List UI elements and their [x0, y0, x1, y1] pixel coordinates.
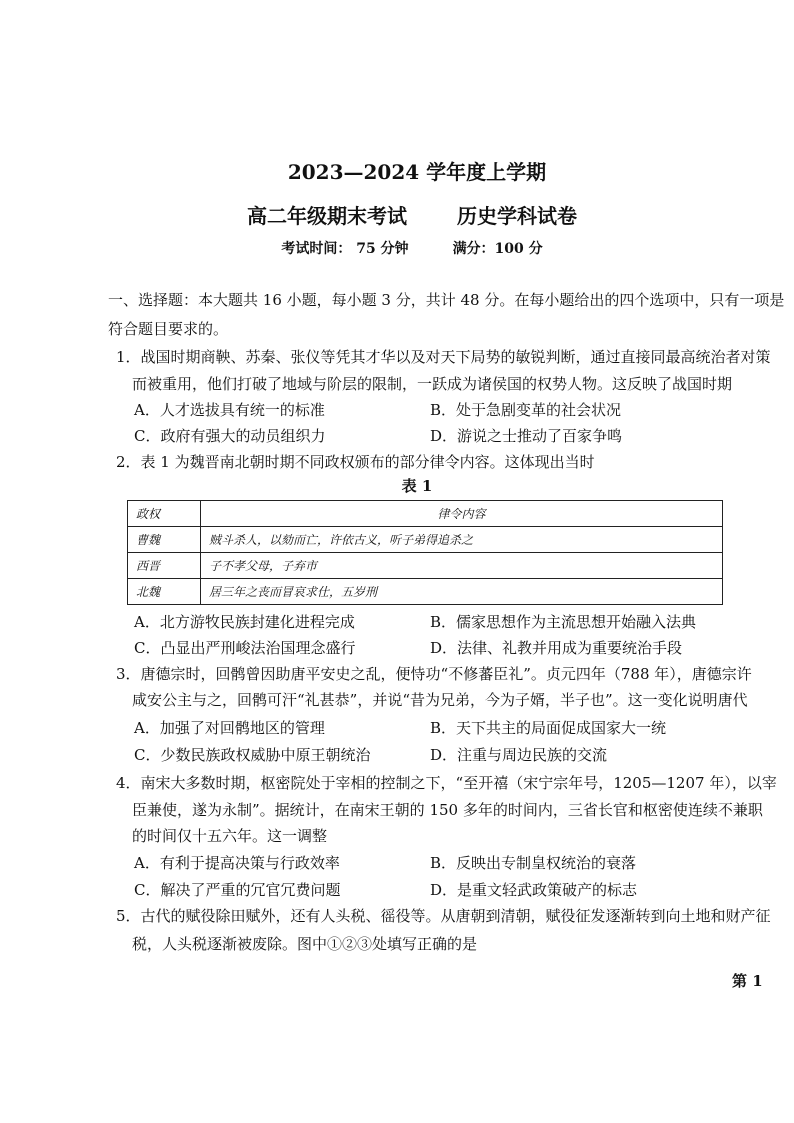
- law-table: [127, 500, 723, 605]
- q4-stem-line3: 的时间仅十五六年。这一调整: [132, 827, 328, 845]
- q4-option-d: D．是重文轻武政策破产的标志: [430, 881, 638, 899]
- q1-option-b: B．处于急剧变革的社会状况: [430, 401, 622, 419]
- table-row: [128, 553, 723, 579]
- q3-option-a: A．加强了对回鹘地区的管理: [134, 719, 325, 737]
- section-instruction-line2: 符合题目要求的。: [108, 320, 229, 338]
- q3-option-d: D．注重与周边民族的交流: [430, 746, 608, 764]
- q2-option-d: D．法律、礼教并用成为重要统治手段: [430, 639, 683, 657]
- table-cell-content: 居三年之丧而冒哀求仕，五岁刑: [201, 579, 723, 605]
- table-header-content: 律令内容: [201, 501, 723, 527]
- q1-stem-line1: 1．战国时期商鞅、苏秦、张仪等凭其才华以及对天下局势的敏锐判断，通过直接同最高统治者对策: [116, 348, 771, 366]
- q3-stem-line1: 3．唐德宗时，回鹘曾因助唐平安史之乱，便恃功“不修蕃臣礼”。贞元四年（788 年），唐德宗许: [116, 665, 752, 683]
- table-cell-regime: 北魏: [128, 579, 201, 605]
- table-cell-regime: 西晋: [128, 553, 201, 579]
- exam-time: 考试时间： 75 分钟: [281, 241, 409, 257]
- exam-year-title: 2023—2024 学年度上学期: [287, 160, 547, 184]
- table-cell-content: 子不孝父母，子弃市: [201, 553, 723, 579]
- q4-option-c: C．解决了严重的冗官冗费问题: [134, 881, 341, 899]
- table-cell-content: 贼斗杀人，以劾而亡，许依古义，听子弟得追杀之: [201, 527, 723, 553]
- q2-option-b: B．儒家思想作为主流思想开始融入法典: [430, 613, 697, 631]
- q5-stem-line2: 税，人头税逐渐被废除。图中①②③处填写正确的是: [132, 935, 478, 953]
- exam-info: [0, 238, 794, 258]
- table-header-row: [128, 501, 723, 527]
- q4-stem-line2: 臣兼使，遂为永制”。据统计，在南宋王朝的 150 多年的时间内，三省长官和枢密使连续不兼职: [132, 801, 763, 819]
- table-cell-regime: 曹魏: [128, 527, 201, 553]
- exam-title: [0, 200, 794, 229]
- q4-option-a: A．有利于提高决策与行政效率: [134, 854, 340, 872]
- table-row: [128, 579, 723, 605]
- section-instruction-line1: 一、选择题：本大题共 16 小题，每小题 3 分，共计 48 分。在每小题给出的四个选项中，只有一项是: [108, 291, 785, 309]
- table-caption: 表 1: [401, 477, 433, 495]
- q2-option-c: C．凸显出严刑峻法治国理念盛行: [134, 639, 356, 657]
- q1-stem-line2: 而被重用，他们打破了地域与阶层的限制，一跃成为诸侯国的权势人物。这反映了战国时期: [132, 375, 733, 393]
- q4-stem-line1: 4．南宋大多数时期，枢密院处于宰相的控制之下，“至开禧（宋宁宗年号，1205—1207 年），以宰: [116, 774, 777, 792]
- q3-option-c: C．少数民族政权威胁中原王朝统治: [134, 746, 371, 764]
- exam-subject: 历史学科试卷: [457, 204, 577, 228]
- table-row: [128, 527, 723, 553]
- q3-stem-line2: 咸安公主与之，回鹘可汗“礼甚恭”，并说“昔为兄弟，今为子婿，半子也”。这一变化说明唐代: [132, 691, 748, 709]
- q5-stem-line1: 5．古代的赋役除田赋外，还有人头税、徭役等。从唐朝到清朝，赋役征发逐渐转到向土地和财产征: [116, 907, 771, 925]
- q2-stem-line1: 2．表 1 为魏晋南北朝时期不同政权颁布的部分律令内容。这体现出当时: [116, 453, 595, 471]
- exam-name: 高二年级期末考试: [247, 204, 407, 228]
- q4-option-b: B．反映出专制皇权统治的衰落: [430, 854, 637, 872]
- q1-option-d: D．游说之士推动了百家争鸣: [430, 427, 623, 445]
- q3-option-b: B．天下共主的局面促成国家大一统: [430, 719, 667, 737]
- page-number: 第 1: [732, 972, 763, 990]
- q1-option-a: A．人才选拔具有统一的标准: [134, 401, 325, 419]
- q2-option-a: A．北方游牧民族封建化进程完成: [134, 613, 355, 631]
- exam-score: 满分：100 分: [452, 241, 543, 257]
- table-header-regime: 政权: [128, 501, 201, 527]
- q1-option-c: C．政府有强大的动员组织力: [134, 427, 326, 445]
